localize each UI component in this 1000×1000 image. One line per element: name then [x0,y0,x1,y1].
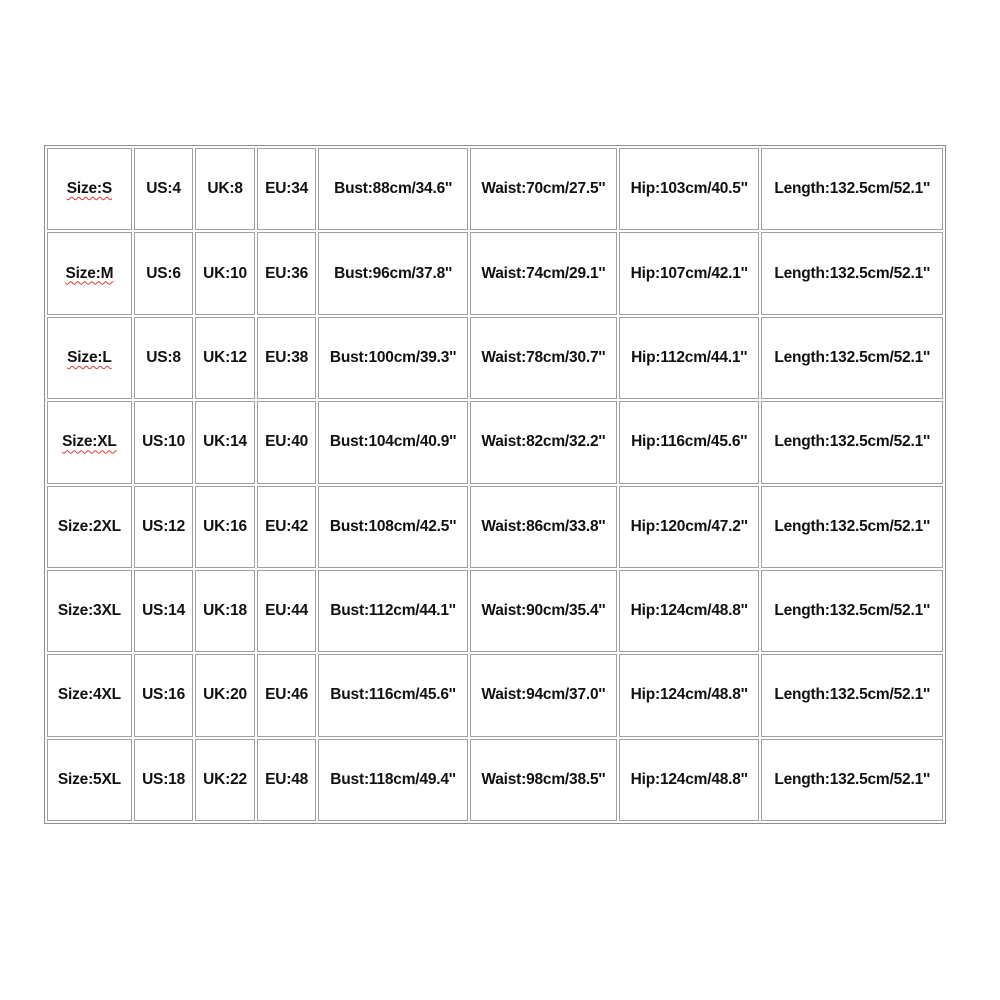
cell-size: Size:M [47,232,132,314]
cell-us: US:8 [134,317,194,399]
cell-waist: Waist:70cm/27.5'' [470,148,617,230]
cell-length: Length:132.5cm/52.1'' [761,739,943,821]
cell-size: Size:XL [47,401,132,483]
cell-bust: Bust:100cm/39.3'' [318,317,467,399]
cell-eu: EU:40 [257,401,317,483]
table-row [47,401,943,483]
cell-hip: Hip:124cm/48.8'' [619,739,759,821]
cell-waist: Waist:78cm/30.7'' [470,317,617,399]
cell-eu: EU:34 [257,148,317,230]
cell-hip: Hip:116cm/45.6'' [619,401,759,483]
cell-size: Size:4XL [47,654,132,736]
cell-uk: UK:18 [195,570,255,652]
cell-size: Size:S [47,148,132,230]
cell-us: US:6 [134,232,194,314]
cell-waist: Waist:94cm/37.0'' [470,654,617,736]
cell-bust: Bust:108cm/42.5'' [318,486,467,568]
cell-hip: Hip:112cm/44.1'' [619,317,759,399]
cell-uk: UK:8 [195,148,255,230]
cell-length: Length:132.5cm/52.1'' [761,232,943,314]
table-row [47,148,943,230]
size-table [45,146,945,823]
cell-length: Length:132.5cm/52.1'' [761,317,943,399]
cell-waist: Waist:98cm/38.5'' [470,739,617,821]
cell-length: Length:132.5cm/52.1'' [761,148,943,230]
cell-bust: Bust:112cm/44.1'' [318,570,467,652]
cell-eu: EU:36 [257,232,317,314]
cell-uk: UK:12 [195,317,255,399]
cell-hip: Hip:124cm/48.8'' [619,654,759,736]
cell-us: US:10 [134,401,194,483]
cell-us: US:4 [134,148,194,230]
cell-waist: Waist:82cm/32.2'' [470,401,617,483]
cell-uk: UK:22 [195,739,255,821]
cell-us: US:14 [134,570,194,652]
cell-bust: Bust:88cm/34.6'' [318,148,467,230]
table-row [47,654,943,736]
cell-hip: Hip:107cm/42.1'' [619,232,759,314]
cell-size: Size:2XL [47,486,132,568]
cell-eu: EU:38 [257,317,317,399]
table-row [47,570,943,652]
table-row [47,232,943,314]
cell-eu: EU:46 [257,654,317,736]
cell-us: US:12 [134,486,194,568]
cell-uk: UK:20 [195,654,255,736]
table-row [47,486,943,568]
cell-bust: Bust:104cm/40.9'' [318,401,467,483]
table-row [47,739,943,821]
cell-bust: Bust:96cm/37.8'' [318,232,467,314]
cell-length: Length:132.5cm/52.1'' [761,654,943,736]
cell-hip: Hip:103cm/40.5'' [619,148,759,230]
cell-waist: Waist:74cm/29.1'' [470,232,617,314]
cell-eu: EU:48 [257,739,317,821]
cell-length: Length:132.5cm/52.1'' [761,570,943,652]
cell-uk: UK:14 [195,401,255,483]
cell-bust: Bust:116cm/45.6'' [318,654,467,736]
cell-length: Length:132.5cm/52.1'' [761,401,943,483]
cell-waist: Waist:90cm/35.4'' [470,570,617,652]
cell-eu: EU:44 [257,570,317,652]
size-chart [44,145,946,824]
cell-bust: Bust:118cm/49.4'' [318,739,467,821]
cell-uk: UK:16 [195,486,255,568]
table-row [47,317,943,399]
cell-size: Size:5XL [47,739,132,821]
cell-size: Size:3XL [47,570,132,652]
cell-us: US:16 [134,654,194,736]
cell-hip: Hip:120cm/47.2'' [619,486,759,568]
cell-eu: EU:42 [257,486,317,568]
cell-uk: UK:10 [195,232,255,314]
cell-us: US:18 [134,739,194,821]
cell-length: Length:132.5cm/52.1'' [761,486,943,568]
cell-hip: Hip:124cm/48.8'' [619,570,759,652]
cell-waist: Waist:86cm/33.8'' [470,486,617,568]
cell-size: Size:L [47,317,132,399]
